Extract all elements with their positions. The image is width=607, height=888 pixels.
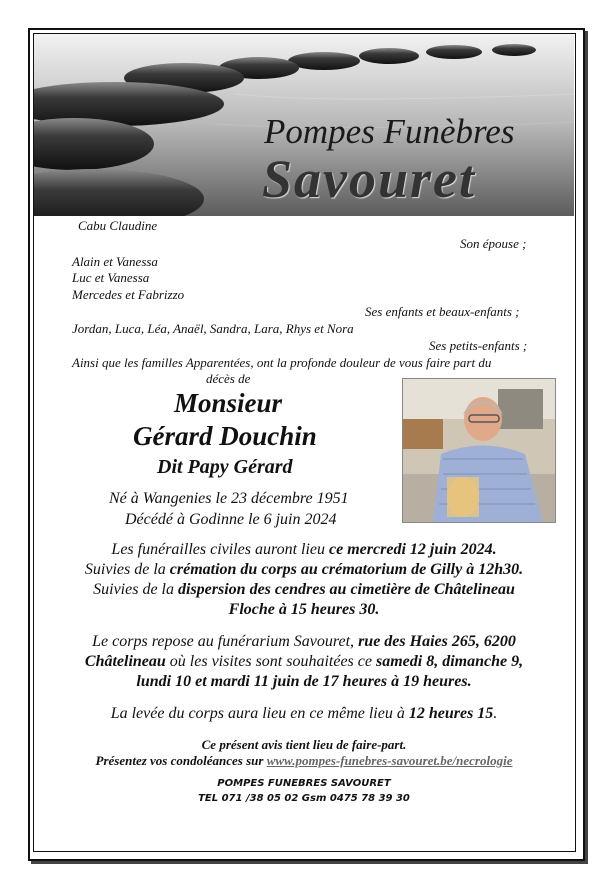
rest-address: rue des Haies 265, 6200: [358, 633, 516, 650]
levee-period: .: [493, 705, 498, 722]
notice-line-1: Ce présent avis tient lieu de faire-part.: [201, 737, 407, 752]
levee-time: 12 heures 15: [408, 705, 494, 722]
funeral-line-4: Floche à 15 heures 30.: [228, 601, 380, 618]
levee-text: La levée du corps aura lieu en ce même lieu à: [110, 705, 409, 722]
condolences-link[interactable]: www.pompes-funebres-savouret.be/necrologie: [266, 753, 513, 768]
child-3: Mercedes et Fabrizzo: [72, 287, 185, 302]
funeral-text: Les funérailles civiles auront lieu: [111, 541, 330, 558]
death-info: Décédé à Godinne le 6 juin 2024: [125, 511, 337, 528]
funeral-line-1: [34, 541, 574, 559]
grandchildren-role: Ses petits-enfants ;: [429, 338, 528, 353]
notice-line-2: [34, 753, 574, 769]
rest-text: Le corps repose au funérarium Savouret,: [92, 633, 359, 650]
deceased-title: Monsieur: [174, 388, 283, 418]
levee-line: [34, 705, 574, 723]
child-2: Luc et Vanessa: [72, 270, 150, 285]
announcement-line-2: décès de: [206, 371, 251, 386]
visits-text: où les visites sont souhaitées ce: [165, 653, 376, 670]
footer-company: POMPES FUNEBRES SAVOURET: [217, 778, 391, 789]
announcement-line-1: Ainsi que les familles Apparentées, ont la profonde douleur de vous faire part du: [72, 355, 492, 370]
brand-name: Savouret: [262, 149, 477, 209]
visit-days: samedi 8, dimanche 9,: [375, 653, 524, 670]
funeral-line-3: [34, 581, 574, 599]
spouse-name: Cabu Claudine: [78, 218, 158, 233]
dispersion-text: Suivies de la: [93, 581, 178, 598]
deceased-name: Gérard Douchin: [133, 421, 317, 451]
condolences-text: Présentez vos condoléances sur: [95, 753, 267, 768]
children-role: Ses enfants et beaux-enfants ;: [365, 304, 520, 319]
birth-info: Né à Wangenies le 23 décembre 1951: [109, 490, 349, 507]
cremation-detail: crémation du corps au crématorium de Gilly à 12h30.: [169, 561, 524, 578]
spouse-role: Son épouse ;: [460, 236, 527, 251]
rest-city: Châtelineau: [84, 653, 166, 670]
footer-phone: TEL 071 /38 05 02 Gsm 0475 78 39 30: [198, 793, 410, 804]
child-1: Alain et Vanessa: [72, 254, 158, 269]
rest-line-3: lundi 10 et mardi 11 juin de 17 heures à 19 heures.: [136, 673, 472, 690]
funeral-date: ce mercredi 12 juin 2024.: [329, 541, 497, 558]
portrait-photo: [402, 378, 556, 523]
grandchildren: Jordan, Luca, Léa, Anaël, Sandra, Lara, Rhys et Nora: [72, 321, 354, 336]
rest-line-2: [34, 653, 574, 671]
brand-line-1: Pompes Funèbres: [264, 112, 515, 151]
portrait-image: [403, 379, 555, 522]
cremation-text: Suivies de la: [84, 561, 170, 578]
dispersion-detail: dispersion des cendres au cimetière de Châtelineau: [178, 581, 515, 598]
deceased-nickname: Dit Papy Gérard: [157, 456, 293, 478]
funeral-line-2: [34, 561, 574, 579]
rest-line-1: [34, 633, 574, 651]
